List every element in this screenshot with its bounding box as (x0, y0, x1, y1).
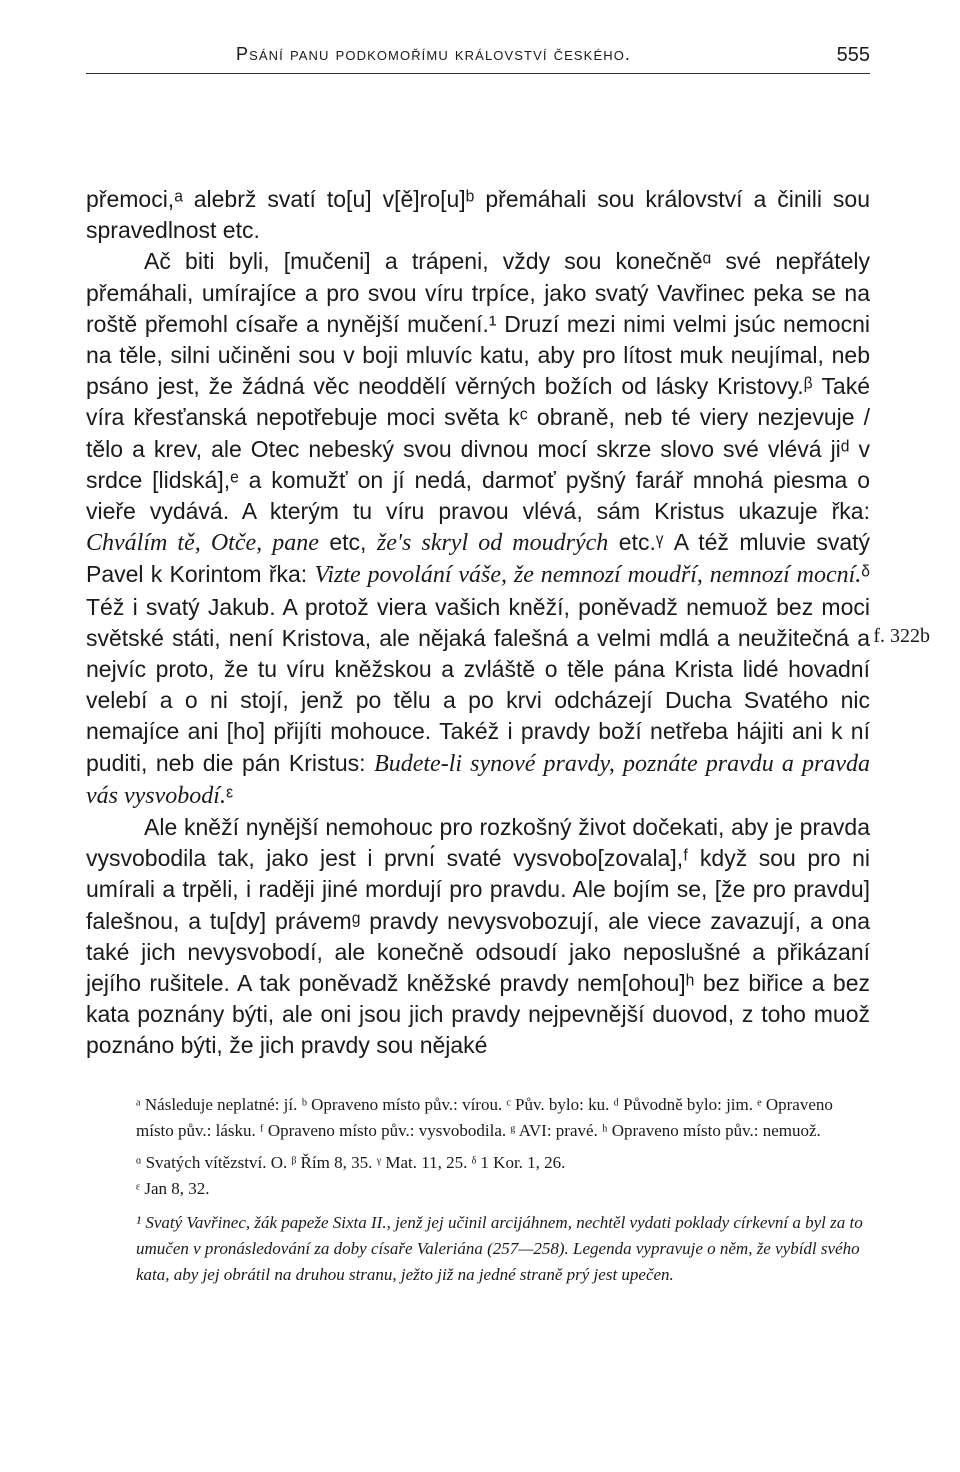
page-number: 555 (836, 44, 870, 66)
paragraph-2-part-e: ᵋ (225, 781, 234, 808)
quote-3: Vizte povolání váše, že nemnozí moudří, nemnozí mocní. (314, 562, 862, 589)
header-rule (86, 73, 870, 74)
textual-apparatus: ᵃ Následuje neplatné: jí. ᵇ Opraveno místo pův.: vírou. ᶜ Pův. bylo: ku. ᵈ Původně bylo: jim. ᵉ Opraveno místo pův.: lásku. ᶠ Opraveno místo pův.: vysvobodila. ᵍ AVI: pravé. ʰ Opraveno místo pův.: nemuož. (136, 1094, 833, 1140)
paragraph-2-part-d: ᵟ Též i svatý Jakub. A protož viera vašich kněží, poněvadž nemuož bez moci světské státi, není Kristova, ale nějaká falešná a velmi mdlá a neužitečná a nejvíc proto, že tu víru kněžskou a zvláště o těle pána Krista lidé hovadní velebí a o ni stojí, jenž po tělu a po krvi odcházejí Ducha Svatého nic nemajíce ani [ho] přijíti mohouce. Takéž i pravdy boží netřeba hájiti ani k ní puditi, neb die pán Kristus: (86, 561, 870, 776)
paragraph-1: přemoci,ᵃ alebrž svatí to[u] v[ě]ro[u]ᵇ přemáhali sou království a činili sou spravedlnost etc. (86, 186, 870, 244)
quote-2: že's skryl od moudrých (376, 530, 609, 557)
quote-4: Budete-li synové pravdy, poznáte pravdu a pravda vás vysvobodí. (86, 750, 871, 809)
quote-1: Chválím tě, Otče, pane (86, 530, 319, 557)
paragraph-2-part-b: etc, (329, 529, 367, 556)
margin-folio-note: f. 322b (873, 625, 930, 647)
paragraph-2 (86, 246, 870, 812)
page (86, 40, 930, 1288)
paragraph-2-part-a: Ač biti byli, [mučeni] a trápeni, vždy sou konečněᵅ své nepřátely přemáhali, umírajíce a pro svou víru trpíce, jako svatý Vavřinec peka se na roště přemohl císaře a nynější mučení.¹ Druzí mezi nimi velmi jsúc nemocni na těle, silni učiněni sou v boji mluvíc katu, aby pro lítost muk neujímal, neb psáno jest, že žádná věc neoddělí věrných božích od lásky Kristovy.ᵝ Také víra křesťanská nepotřebuje moci světa kᶜ obraně, neb té viery nezjevuje / tělo a krev, ale Otec nebeský svou divnou mocí skrze slovo své vlévá jiᵈ v srdce [lidská],ᵉ a komužť on jí nedá, darmoť pyšný farář mnohá piesma o vieře vydává. A kterým tu víru pravou vlévá, sám Kristus ukazuje řka: (86, 248, 870, 525)
running-title: Psání panu podkomořímu království českého. (236, 44, 632, 64)
source-references-2: ᵋ Jan 8, 32. (136, 1178, 210, 1198)
paragraph-2-part-c: etc.ᵞ A též mluvie svatý Pavel k Korintom řka: (86, 529, 871, 588)
notes (86, 1092, 870, 1288)
source-references: ᵅ Svatých vítězství. O. ᵝ Řím 8, 35. ᵞ Mat. 11, 25. ᵟ 1 Kor. 1, 26. (136, 1152, 566, 1172)
paragraph-3: Ale kněží nynější nemohouc pro rozkošný život dočekati, aby je pravda vysvobodila tak, jako jest i prvnı́ svaté vysvobo[zovala],ᶠ když sou pro ni umírali a trpěli, i raději jiné mordují pro pravdu. Ale bojím se, [že pro pravdu] falešnou, a tu[dy] právemᵍ pravdy nevysvobozují, ale viece zavazují, a ona také jich nevysvobodí, ale konečně odsoudí jako neposlušné a přikázaní jejího rušitele. A tak poněvadž kněžské pravdy nem[ohou]ʰ bez biřice a bez kata poznány býti, ale oni jsou jich pravdy nejpevnější duovod, z toho muož poznáno býti, že jich pravdy sou nějaké (86, 814, 870, 1059)
main-text (86, 184, 930, 1062)
running-head (86, 40, 870, 70)
footnote-1: ¹ Svatý Vavřinec, žák papeže Sixta II., jenž jej učinil arcijáhnem, nechtěl vydati poklady církevní a byl za to umučen v pronásledování za doby císaře Valeriána (257—258). Legenda vypravuje o něm, že vybídl svého kata, aby jej obrátil na druhou stranu, ježto již na jedné straně prý jest upečen. (136, 1212, 863, 1284)
